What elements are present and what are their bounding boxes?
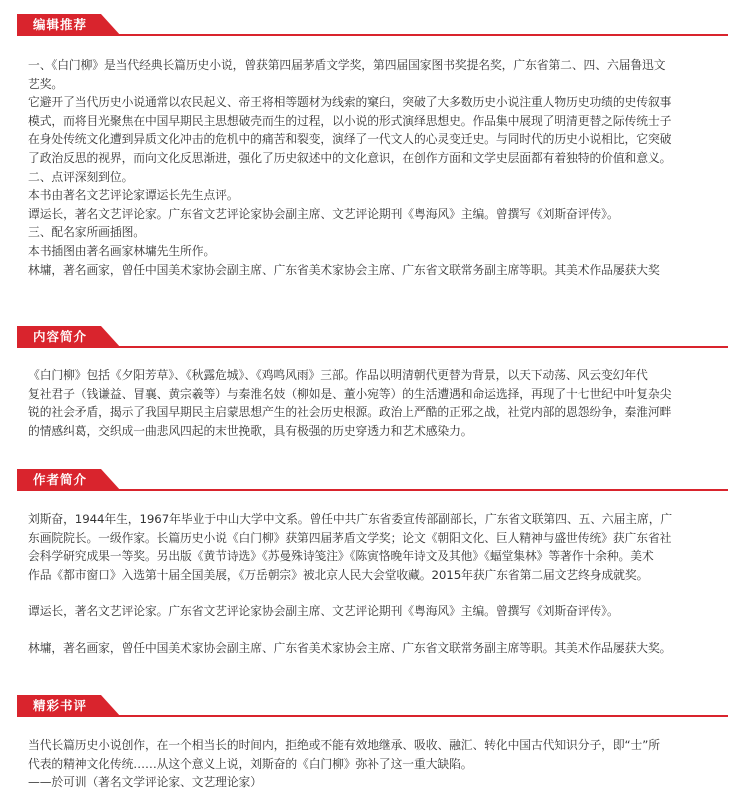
paragraph-line: 谭运长，著名文艺评论家。广东省文艺评论家协会副主席、文艺评论期刊《粤海风》主编。曾撰写《刘斯奋评传》。 (28, 604, 619, 619)
paragraph-line: 的情感纠葛，交织成一曲悲风四起的末世挽歌，具有极强的历史穿透力和艺术感染力。 (28, 423, 473, 438)
section-divider (17, 346, 728, 348)
paragraph-line: 刘斯奋，1944年生，1967年毕业于中山大学中文系。曾任中共广东省委宣传部副部长，广东省文联第四、五、六届主席，广 (28, 512, 673, 526)
paragraph-line: 作品《都市窗口》入选第十届全国美展，《万岳朝宗》被北京人民大会堂收藏。2015年获广东省第二届文艺终身成就奖。 (28, 567, 649, 582)
section-header (17, 14, 728, 36)
section-title: 内容简介 (32, 329, 87, 344)
paragraph-line: 二、点评深刻到位。 (28, 169, 134, 184)
section-title: 精彩书评 (32, 698, 87, 713)
paragraph-line: 在身处传统文化遭到异质文化冲击的危机中的痛苦和裂变，演绎了一代文人的心灵变迁史。与同时代的历史小说相比，它突破 (28, 132, 672, 147)
section-body (28, 510, 718, 658)
paragraph-line: 谭运长，著名文艺评论家。广东省文艺评论家协会副主席、文艺评论期刊《粤海风》主编。曾撰写《刘斯奋评传》。 (28, 206, 619, 221)
section-title: 作者简介 (32, 472, 87, 487)
paragraph-line: 《白门柳》包括《夕阳芳草》、《秋露危城》、《鸡鸣风雨》三部。作品以明清朝代更替为背景，以天下动荡、风云变幻年代 (28, 368, 648, 382)
section-body (28, 736, 718, 792)
paragraph-line: 林墉，著名画家，曾任中国美术家协会副主席、广东省美术家协会主席、广东省文联常务副主席等职。其美术作品屡获大奖 (28, 262, 660, 277)
paragraph-line: 本书插图由著名画家林墉先生所作。 (28, 243, 216, 258)
paragraph-line: 东画院院长。一级作家。长篇历史小说《白门柳》获第四届茅盾文学奖；论文《朝阳文化、巨人精神与盛世传统》获广东省社 (28, 530, 672, 545)
paragraph-line: 本书由著名文艺评论家谭运长先生点评。 (28, 188, 239, 203)
paragraph-line: 模式，而将目光聚焦在中国早期民主思想破壳而生的过程，以小说的形式演绎思想史。作品集中展现了明清更替之际传统士子 (28, 113, 672, 128)
paragraph-gap (28, 584, 718, 602)
paragraph-gap (28, 621, 718, 639)
section-divider (17, 715, 728, 717)
paragraph-line: 锐的社会矛盾，揭示了我国早期民主启蒙思想产生的社会历史根源。政治上严酷的正邪之战，社党内部的恩怨纷争，秦淮河畔 (28, 405, 672, 420)
section-divider (17, 489, 728, 491)
paragraph-line: 三、配名家所画插图。 (28, 225, 145, 240)
paragraph-line: 艺奖。 (28, 76, 64, 91)
section-title: 编辑推荐 (32, 17, 87, 32)
section-header (17, 695, 728, 717)
paragraph-line: 一、《白门柳》是当代经典长篇历史小说，曾获第四届茅盾文学奖，第四届国家图书奖提名奖，广东省第二、四、六届鲁迅文 (28, 58, 666, 72)
paragraph-line: ——於可训（著名文学评论家、文艺理论家） (28, 775, 262, 790)
section-header (17, 326, 728, 348)
paragraph-line: 代表的精神文化传统……从这个意义上说，刘斯奋的《白门柳》弥补了这一重大缺陷。 (28, 756, 473, 771)
section-header (17, 469, 728, 491)
section-body (28, 56, 718, 279)
paragraph-line: 复社君子（钱谦益、冒襄、黄宗羲等）与秦淮名妓（柳如是、董小宛等）的生活遭遇和命运选择，再现了十七世纪中叶复杂尖 (28, 386, 672, 401)
paragraph-line: 了政治反思的视界，而向文化反思渐进，强化了历史叙述中的文化意识，在创作方面和文学史层面都有着独特的价值和意义。 (28, 150, 672, 165)
section-divider (17, 34, 728, 36)
paragraph-line: 林墉，著名画家，曾任中国美术家协会副主席、广东省美术家协会主席、广东省文联常务副主席等职。其美术作品屡获大奖。 (28, 640, 672, 655)
paragraph-line: 它避开了当代历史小说通常以农民起义、帝王将相等题材为线索的窠臼，突破了大多数历史小说注重人物历史功绩的史传叙事 (28, 95, 672, 110)
section-body (28, 366, 718, 440)
paragraph-line: 会科学研究成果一等奖。另出版《黄节诗选》《苏曼殊诗笺注》《陈寅恪晚年诗文及其他》《蝠堂集林》等著作十余种。美术 (28, 549, 654, 564)
paragraph-line: 当代长篇历史小说创作，在一个相当长的时间内，拒绝或不能有效地继承、吸收、融汇、转化中国古代知识分子，即“士”所 (28, 738, 660, 752)
